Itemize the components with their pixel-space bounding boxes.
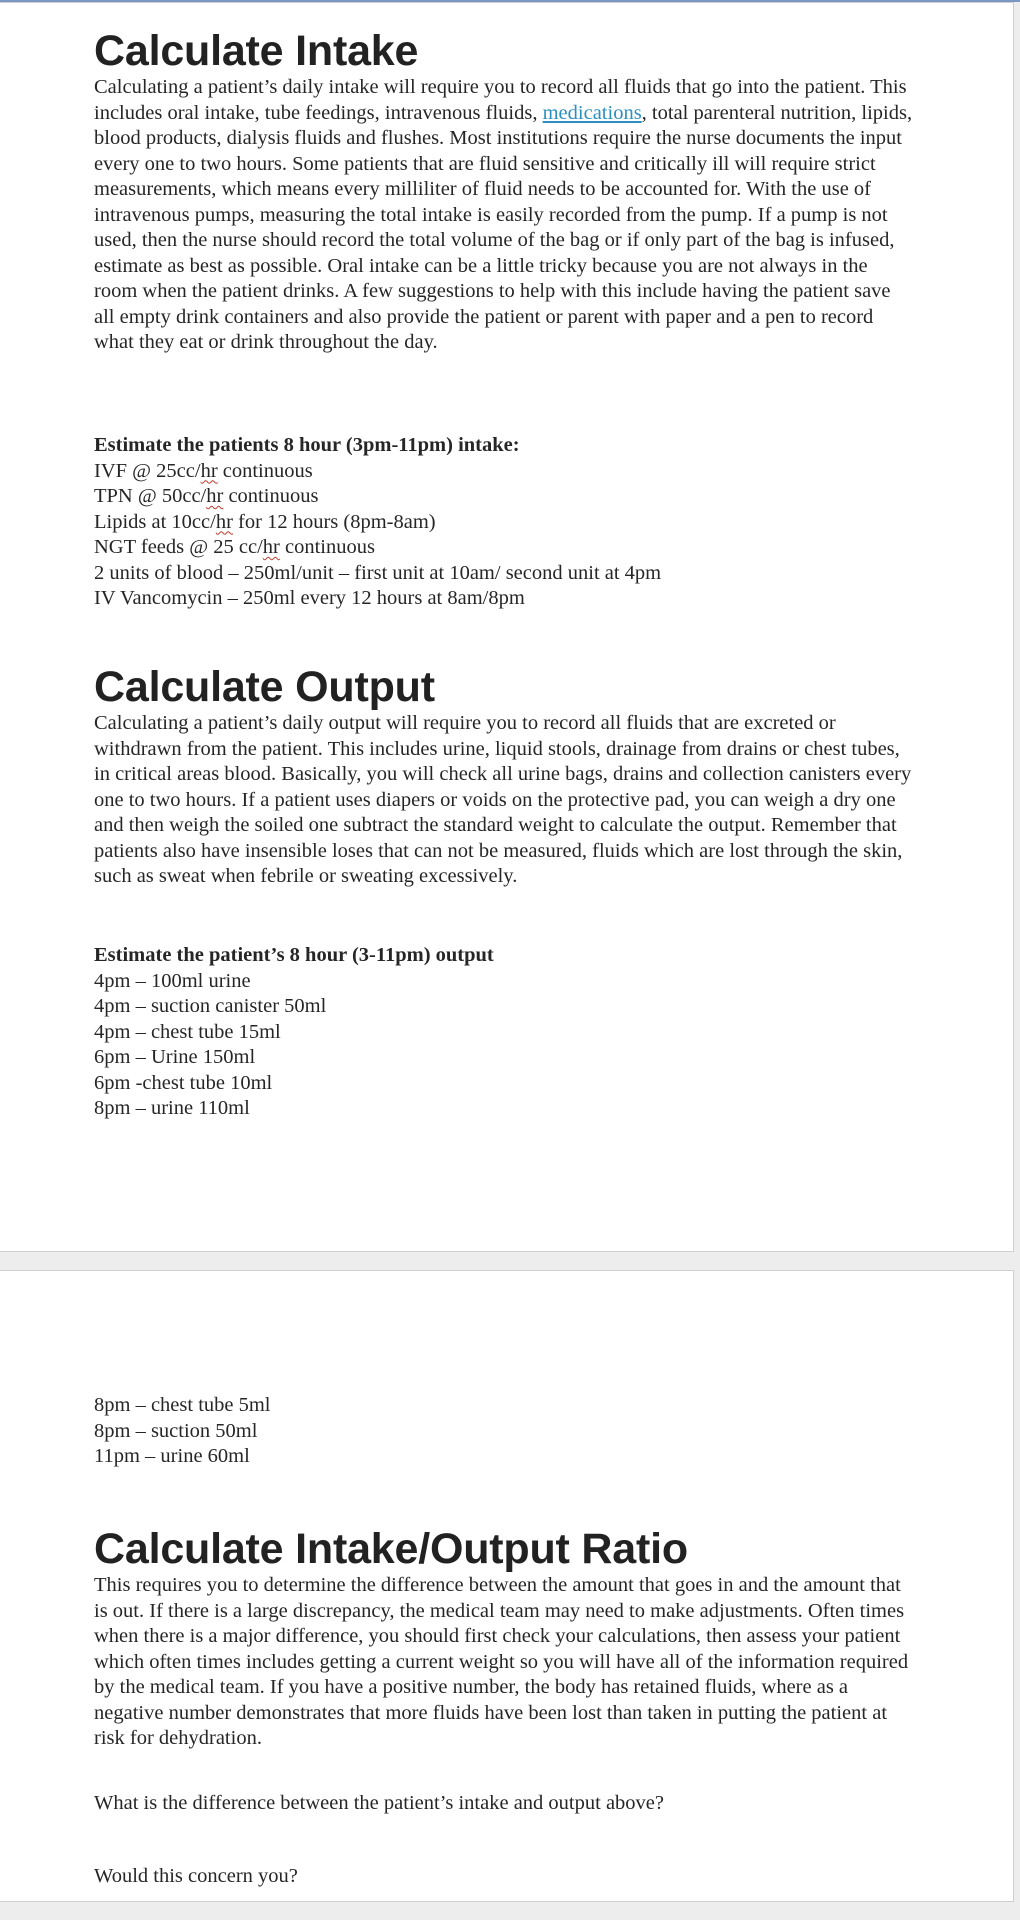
intake-item-ngt xyxy=(94,535,914,561)
question-2: Would this concern you? xyxy=(94,1865,298,1887)
output-continued-block xyxy=(94,1393,914,1470)
output-item: 8pm – suction 50ml xyxy=(94,1419,258,1442)
output-estimate-block xyxy=(94,943,914,1122)
intake-paragraph-start: Calculating a patient’s daily intake will require you to record all fluids that go into the patient. This includes oral intake, tube feedings, intravenous fluids, xyxy=(94,76,907,124)
output-item: 4pm – 100ml urine xyxy=(94,969,251,992)
ivf-text-end: continuous xyxy=(217,459,313,482)
spellcheck-hr: hr xyxy=(215,510,233,533)
question-1: What is the difference between the patient’s intake and output above? xyxy=(94,1792,664,1814)
output-item: 8pm – urine 110ml xyxy=(94,1097,250,1119)
document-page-1 xyxy=(0,2,1014,1252)
intake-item-vancomycin: IV Vancomycin – 250ml every 12 hours at 8am/8pm xyxy=(94,587,525,609)
output-item: 6pm – Urine 150ml xyxy=(94,1046,256,1068)
output-item: 8pm – chest tube 5ml xyxy=(94,1394,271,1416)
ngt-text-end: continuous xyxy=(279,536,375,558)
spellcheck-hr: hr xyxy=(200,459,218,482)
output-item: 4pm – suction canister 50ml xyxy=(94,995,327,1017)
intake-estimate-title: Estimate the patients 8 hour (3pm-11pm) intake: xyxy=(94,434,520,456)
intake-item-tpn xyxy=(94,484,914,510)
ngt-text: NGT feeds @ 25 cc/ xyxy=(94,536,263,558)
document-page-2 xyxy=(0,1270,1014,1902)
ratio-heading: Calculate Intake/Output Ratio xyxy=(94,1525,688,1573)
ratio-section xyxy=(94,1525,914,1752)
tpn-text: TPN @ 50cc/ xyxy=(94,485,207,507)
output-item: 6pm -chest tube 10ml xyxy=(94,1071,273,1094)
intake-item-lipids xyxy=(94,510,914,536)
intake-paragraph-end: , total parenteral nutrition, lipids, blood products, dialysis fluids and flushes. Most institutions require the nurse documents the input every one to two hours. Some patients that are fluid sensitive and critically ill will require strict measurements, which means every milliliter of fluid needs to be accounted for. With the use of intravenous pumps, measuring the total intake is easily recorded from the pump. If a pump is not used, then the nurse should record the total volume of the bag or if only part of the bag is infused, estimate as best as possible. Oral intake can be a little tricky because you are not always in the room when the patient drinks. A few suggestions to help with this include having the patient save all empty drink containers and also provide the patient or parent with paper and a pen to record what they eat or drink throughout the day. xyxy=(94,101,913,353)
output-item: 4pm – chest tube 15ml xyxy=(94,1020,281,1043)
intake-item-ivf xyxy=(94,459,914,485)
spellcheck-hr: hr xyxy=(262,536,280,558)
output-heading: Calculate Output xyxy=(94,663,435,711)
ivf-text: IVF @ 25cc/ xyxy=(94,459,201,482)
output-item: 11pm – urine 60ml xyxy=(94,1445,250,1467)
output-paragraph: Calculating a patient’s daily output will require you to record all fluids that are excreted or withdrawn from the patient. This includes urine, liquid stools, drainage from drains or chest tubes, in critical areas blood. Basically, you will check all urine bags, drains and collection canisters every one to two hours. If a patient uses diapers or voids on the protective pad, you can weigh a dry one and then weigh the soiled one subtract the standard weight to calculate the output. Remember that patients also have insensible loses that can not be measured, fluids which are lost through the skin, such as sweat when febrile or sweating excessively. xyxy=(94,712,912,887)
output-estimate-title: Estimate the patient’s 8 hour (3-11pm) output xyxy=(94,944,494,966)
spellcheck-hr: hr xyxy=(206,485,224,507)
medications-link[interactable]: medications xyxy=(542,101,642,124)
lipids-text-end: for 12 hours (8pm-8am) xyxy=(232,510,436,533)
tpn-text-end: continuous xyxy=(223,485,319,507)
question-difference xyxy=(94,1791,914,1817)
intake-estimate-block xyxy=(94,433,914,612)
ratio-paragraph: This requires you to determine the difference between the amount that goes in and the amount that is out. If there is a large discrepancy, the medical team may need to make adjustments. Often times when there is a major difference, you should first check your calculations, then assess your patient which often times includes getting a current weight so you will have all of the information required by the medical team. If you have a positive number, the body has retained fluids, where as a negative number demonstrates that more fluids have been lost than taken in putting the patient at risk for dehydration. xyxy=(94,1574,909,1749)
lipids-text: Lipids at 10cc/ xyxy=(94,510,216,533)
intake-section xyxy=(94,27,914,356)
intake-heading: Calculate Intake xyxy=(94,27,419,75)
intake-paragraph xyxy=(94,75,914,356)
question-concern xyxy=(94,1864,914,1890)
intake-item-blood: 2 units of blood – 250ml/unit – first unit at 10am/ second unit at 4pm xyxy=(94,561,662,584)
output-section xyxy=(94,663,914,890)
